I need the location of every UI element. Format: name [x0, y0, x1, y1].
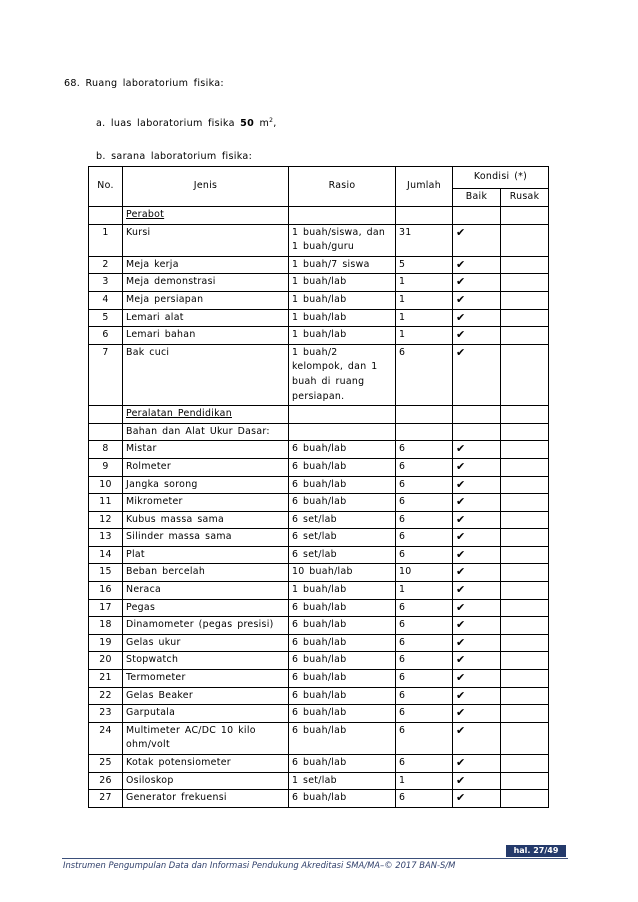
cell-rusak — [501, 423, 549, 441]
cell-no: 15 — [89, 564, 123, 582]
cell-no: 14 — [89, 546, 123, 564]
cell-jenis: Garputala — [123, 705, 289, 723]
cell-rusak — [501, 546, 549, 564]
table-row — [89, 441, 549, 459]
cell-rasio: 6 set/lab — [289, 546, 396, 564]
cell-jenis: Dinamometer (pegas presisi) — [123, 617, 289, 635]
cell-jumlah: 6 — [396, 652, 453, 670]
cell-jenis: Beban bercelah — [123, 564, 289, 582]
cell-rasio: 1 buah/lab — [289, 274, 396, 292]
cell-rusak — [501, 494, 549, 512]
check-icon: ✔ — [453, 546, 501, 564]
cell-jenis: Kotak potensiometer — [123, 755, 289, 773]
page-number-badge: hal. 27/49 — [506, 845, 566, 857]
check-icon: ✔ — [453, 476, 501, 494]
cell-rasio — [289, 207, 396, 225]
cell-rasio: 6 buah/lab — [289, 670, 396, 688]
cell-rasio: 1 buah/lab — [289, 327, 396, 345]
check-icon: ✔ — [453, 494, 501, 512]
cell-rasio: 6 buah/lab — [289, 494, 396, 512]
cell-rasio — [289, 406, 396, 424]
cell-jenis: Plat — [123, 546, 289, 564]
check-icon: ✔ — [453, 582, 501, 600]
table-row — [89, 406, 549, 424]
cell-rusak — [501, 274, 549, 292]
cell-rusak — [501, 207, 549, 225]
check-icon: ✔ — [453, 309, 501, 327]
cell-rasio: 6 buah/lab — [289, 652, 396, 670]
footer-divider — [62, 858, 568, 859]
check-icon: ✔ — [453, 256, 501, 274]
cell-no: 6 — [89, 327, 123, 345]
cell-jenis: Pegas — [123, 599, 289, 617]
check-icon — [453, 423, 501, 441]
cell-jumlah: 1 — [396, 309, 453, 327]
cell-rusak — [501, 705, 549, 723]
cell-no: 19 — [89, 634, 123, 652]
table-row — [89, 790, 549, 808]
cell-jenis: Gelas ukur — [123, 634, 289, 652]
cell-jenis: Bak cuci — [123, 344, 289, 405]
cell-rusak — [501, 772, 549, 790]
cell-jumlah — [396, 406, 453, 424]
item-a — [96, 117, 277, 129]
col-header-rasio: Rasio — [289, 167, 396, 207]
cell-no: 17 — [89, 599, 123, 617]
cell-jumlah: 6 — [396, 344, 453, 405]
check-icon: ✔ — [453, 790, 501, 808]
col-header-rusak: Rusak — [501, 189, 549, 207]
item-a-unit: m — [259, 118, 270, 130]
cell-jumlah: 6 — [396, 670, 453, 688]
cell-rusak — [501, 582, 549, 600]
item-a-value: 50 — [240, 118, 255, 130]
check-icon: ✔ — [453, 529, 501, 547]
check-icon: ✔ — [453, 722, 501, 754]
cell-no — [89, 423, 123, 441]
cell-jenis: Mistar — [123, 441, 289, 459]
cell-no — [89, 406, 123, 424]
cell-rusak — [501, 327, 549, 345]
footer-text: Instrumen Pengumpulan Data dan Informasi Pendukung Akreditasi SMA/MA–© 2017 BAN-S/M — [63, 860, 456, 870]
cell-rasio — [289, 423, 396, 441]
col-header-no: No. — [89, 167, 123, 207]
cell-jumlah: 6 — [396, 529, 453, 547]
section-heading: 68. Ruang laboratorium fisika: — [64, 78, 224, 89]
item-a-prefix: a. luas laboratorium fisika — [96, 118, 235, 130]
table-row — [89, 687, 549, 705]
cell-rasio: 1 buah/siswa, dan 1 buah/guru — [289, 224, 396, 256]
table-row — [89, 494, 549, 512]
cell-no: 11 — [89, 494, 123, 512]
cell-jumlah — [396, 207, 453, 225]
table-row — [89, 670, 549, 688]
check-icon: ✔ — [453, 344, 501, 405]
cell-rasio: 6 buah/lab — [289, 705, 396, 723]
table-row — [89, 207, 549, 225]
cell-jenis: Multimeter AC/DC 10 kilo ohm/volt — [123, 722, 289, 754]
cell-jenis: Lemari alat — [123, 309, 289, 327]
cell-jumlah: 6 — [396, 511, 453, 529]
cell-rusak — [501, 722, 549, 754]
cell-jenis: Neraca — [123, 582, 289, 600]
cell-jumlah: 5 — [396, 256, 453, 274]
cell-jenis: Peralatan Pendidikan — [123, 406, 289, 424]
cell-jumlah: 6 — [396, 634, 453, 652]
cell-jumlah: 1 — [396, 291, 453, 309]
cell-rasio: 6 buah/lab — [289, 441, 396, 459]
cell-jenis: Meja persiapan — [123, 291, 289, 309]
cell-no: 13 — [89, 529, 123, 547]
cell-no: 9 — [89, 458, 123, 476]
item-a-suffix: , — [273, 118, 277, 130]
cell-no: 26 — [89, 772, 123, 790]
cell-jumlah: 6 — [396, 790, 453, 808]
cell-jumlah: 6 — [396, 494, 453, 512]
col-header-baik: Baik — [453, 189, 501, 207]
cell-no: 12 — [89, 511, 123, 529]
cell-jenis: Silinder massa sama — [123, 529, 289, 547]
check-icon: ✔ — [453, 327, 501, 345]
table-row — [89, 224, 549, 256]
table-row — [89, 529, 549, 547]
cell-rasio: 6 buah/lab — [289, 790, 396, 808]
cell-rusak — [501, 256, 549, 274]
cell-jenis: Mikrometer — [123, 494, 289, 512]
cell-rusak — [501, 617, 549, 635]
cell-rasio: 10 buah/lab — [289, 564, 396, 582]
table-row — [89, 476, 549, 494]
cell-jenis: Generator frekuensi — [123, 790, 289, 808]
cell-rasio: 1 buah/7 siswa — [289, 256, 396, 274]
check-icon: ✔ — [453, 599, 501, 617]
cell-no: 27 — [89, 790, 123, 808]
cell-rusak — [501, 564, 549, 582]
check-icon: ✔ — [453, 458, 501, 476]
table-row — [89, 327, 549, 345]
cell-jumlah: 1 — [396, 772, 453, 790]
cell-rusak — [501, 309, 549, 327]
cell-no: 21 — [89, 670, 123, 688]
cell-rasio: 1 buah/lab — [289, 582, 396, 600]
check-icon: ✔ — [453, 274, 501, 292]
check-icon: ✔ — [453, 511, 501, 529]
table-row — [89, 617, 549, 635]
cell-rasio: 6 buah/lab — [289, 599, 396, 617]
cell-jumlah: 1 — [396, 582, 453, 600]
cell-no: 8 — [89, 441, 123, 459]
check-icon: ✔ — [453, 224, 501, 256]
cell-rasio: 1 buah/lab — [289, 291, 396, 309]
cell-rusak — [501, 790, 549, 808]
table-row — [89, 344, 549, 405]
cell-rasio: 1 buah/lab — [289, 309, 396, 327]
table-row — [89, 546, 549, 564]
check-icon: ✔ — [453, 652, 501, 670]
table-row — [89, 291, 549, 309]
check-icon: ✔ — [453, 687, 501, 705]
check-icon — [453, 406, 501, 424]
table-row — [89, 582, 549, 600]
cell-no: 10 — [89, 476, 123, 494]
cell-jenis: Bahan dan Alat Ukur Dasar: — [123, 423, 289, 441]
table-row — [89, 705, 549, 723]
cell-jenis: Stopwatch — [123, 652, 289, 670]
cell-rusak — [501, 224, 549, 256]
cell-jumlah: 6 — [396, 441, 453, 459]
table-row — [89, 599, 549, 617]
cell-rusak — [501, 291, 549, 309]
cell-jumlah: 31 — [396, 224, 453, 256]
cell-jenis: Meja demonstrasi — [123, 274, 289, 292]
cell-jenis: Kursi — [123, 224, 289, 256]
cell-jenis: Lemari bahan — [123, 327, 289, 345]
check-icon: ✔ — [453, 564, 501, 582]
cell-rusak — [501, 529, 549, 547]
cell-no — [89, 207, 123, 225]
item-a-unit-sup: 2 — [269, 117, 274, 124]
cell-no: 7 — [89, 344, 123, 405]
check-icon: ✔ — [453, 634, 501, 652]
cell-rasio: 1 set/lab — [289, 772, 396, 790]
cell-rusak — [501, 511, 549, 529]
cell-jumlah: 1 — [396, 327, 453, 345]
cell-rasio: 6 set/lab — [289, 511, 396, 529]
cell-jumlah: 6 — [396, 476, 453, 494]
cell-rusak — [501, 670, 549, 688]
cell-rusak — [501, 458, 549, 476]
cell-no: 2 — [89, 256, 123, 274]
table-row — [89, 564, 549, 582]
cell-rasio: 6 buah/lab — [289, 458, 396, 476]
cell-jumlah: 1 — [396, 274, 453, 292]
check-icon: ✔ — [453, 670, 501, 688]
table-row — [89, 755, 549, 773]
col-header-jenis: Jenis — [123, 167, 289, 207]
item-b: b. sarana laboratorium fisika: — [96, 151, 253, 162]
cell-jumlah: 6 — [396, 599, 453, 617]
table-row — [89, 458, 549, 476]
check-icon: ✔ — [453, 705, 501, 723]
cell-rusak — [501, 476, 549, 494]
cell-jenis: Meja kerja — [123, 256, 289, 274]
cell-rusak — [501, 599, 549, 617]
cell-rasio: 6 buah/lab — [289, 634, 396, 652]
cell-no: 16 — [89, 582, 123, 600]
cell-rusak — [501, 406, 549, 424]
cell-no: 18 — [89, 617, 123, 635]
table-row — [89, 772, 549, 790]
table-row — [89, 634, 549, 652]
cell-rusak — [501, 687, 549, 705]
cell-rasio: 6 buah/lab — [289, 617, 396, 635]
table-row — [89, 722, 549, 754]
table-row — [89, 423, 549, 441]
cell-rusak — [501, 634, 549, 652]
cell-jumlah: 6 — [396, 617, 453, 635]
cell-rasio: 6 buah/lab — [289, 476, 396, 494]
cell-jenis: Kubus massa sama — [123, 511, 289, 529]
table-row — [89, 309, 549, 327]
cell-rasio: 6 buah/lab — [289, 755, 396, 773]
check-icon: ✔ — [453, 772, 501, 790]
col-header-kondisi: Kondisi (*) — [453, 167, 549, 189]
cell-no: 3 — [89, 274, 123, 292]
cell-rasio: 1 buah/2 kelompok, dan 1 buah di ruang persiapan. — [289, 344, 396, 405]
check-icon — [453, 207, 501, 225]
cell-rusak — [501, 652, 549, 670]
col-header-jumlah: Jumlah — [396, 167, 453, 207]
cell-jumlah: 10 — [396, 564, 453, 582]
cell-rusak — [501, 755, 549, 773]
cell-no: 4 — [89, 291, 123, 309]
cell-no: 5 — [89, 309, 123, 327]
cell-no: 20 — [89, 652, 123, 670]
cell-no: 1 — [89, 224, 123, 256]
cell-rasio: 6 set/lab — [289, 529, 396, 547]
cell-jumlah: 6 — [396, 458, 453, 476]
cell-jumlah: 6 — [396, 546, 453, 564]
inventory-table — [88, 166, 549, 808]
cell-no: 23 — [89, 705, 123, 723]
cell-rasio: 6 buah/lab — [289, 722, 396, 754]
table-row — [89, 652, 549, 670]
table-row — [89, 511, 549, 529]
cell-no: 24 — [89, 722, 123, 754]
cell-jenis: Perabot — [123, 207, 289, 225]
cell-jumlah: 6 — [396, 705, 453, 723]
check-icon: ✔ — [453, 755, 501, 773]
cell-jumlah: 6 — [396, 722, 453, 754]
cell-jenis: Osiloskop — [123, 772, 289, 790]
cell-jenis: Gelas Beaker — [123, 687, 289, 705]
cell-jumlah: 6 — [396, 687, 453, 705]
cell-jenis: Termometer — [123, 670, 289, 688]
cell-rusak — [501, 441, 549, 459]
cell-rasio: 6 buah/lab — [289, 687, 396, 705]
cell-jenis: Rolmeter — [123, 458, 289, 476]
cell-no: 22 — [89, 687, 123, 705]
table-row — [89, 274, 549, 292]
check-icon: ✔ — [453, 291, 501, 309]
cell-rusak — [501, 344, 549, 405]
table-row — [89, 256, 549, 274]
cell-no: 25 — [89, 755, 123, 773]
cell-jenis: Jangka sorong — [123, 476, 289, 494]
cell-jumlah — [396, 423, 453, 441]
cell-jumlah: 6 — [396, 755, 453, 773]
check-icon: ✔ — [453, 617, 501, 635]
check-icon: ✔ — [453, 441, 501, 459]
